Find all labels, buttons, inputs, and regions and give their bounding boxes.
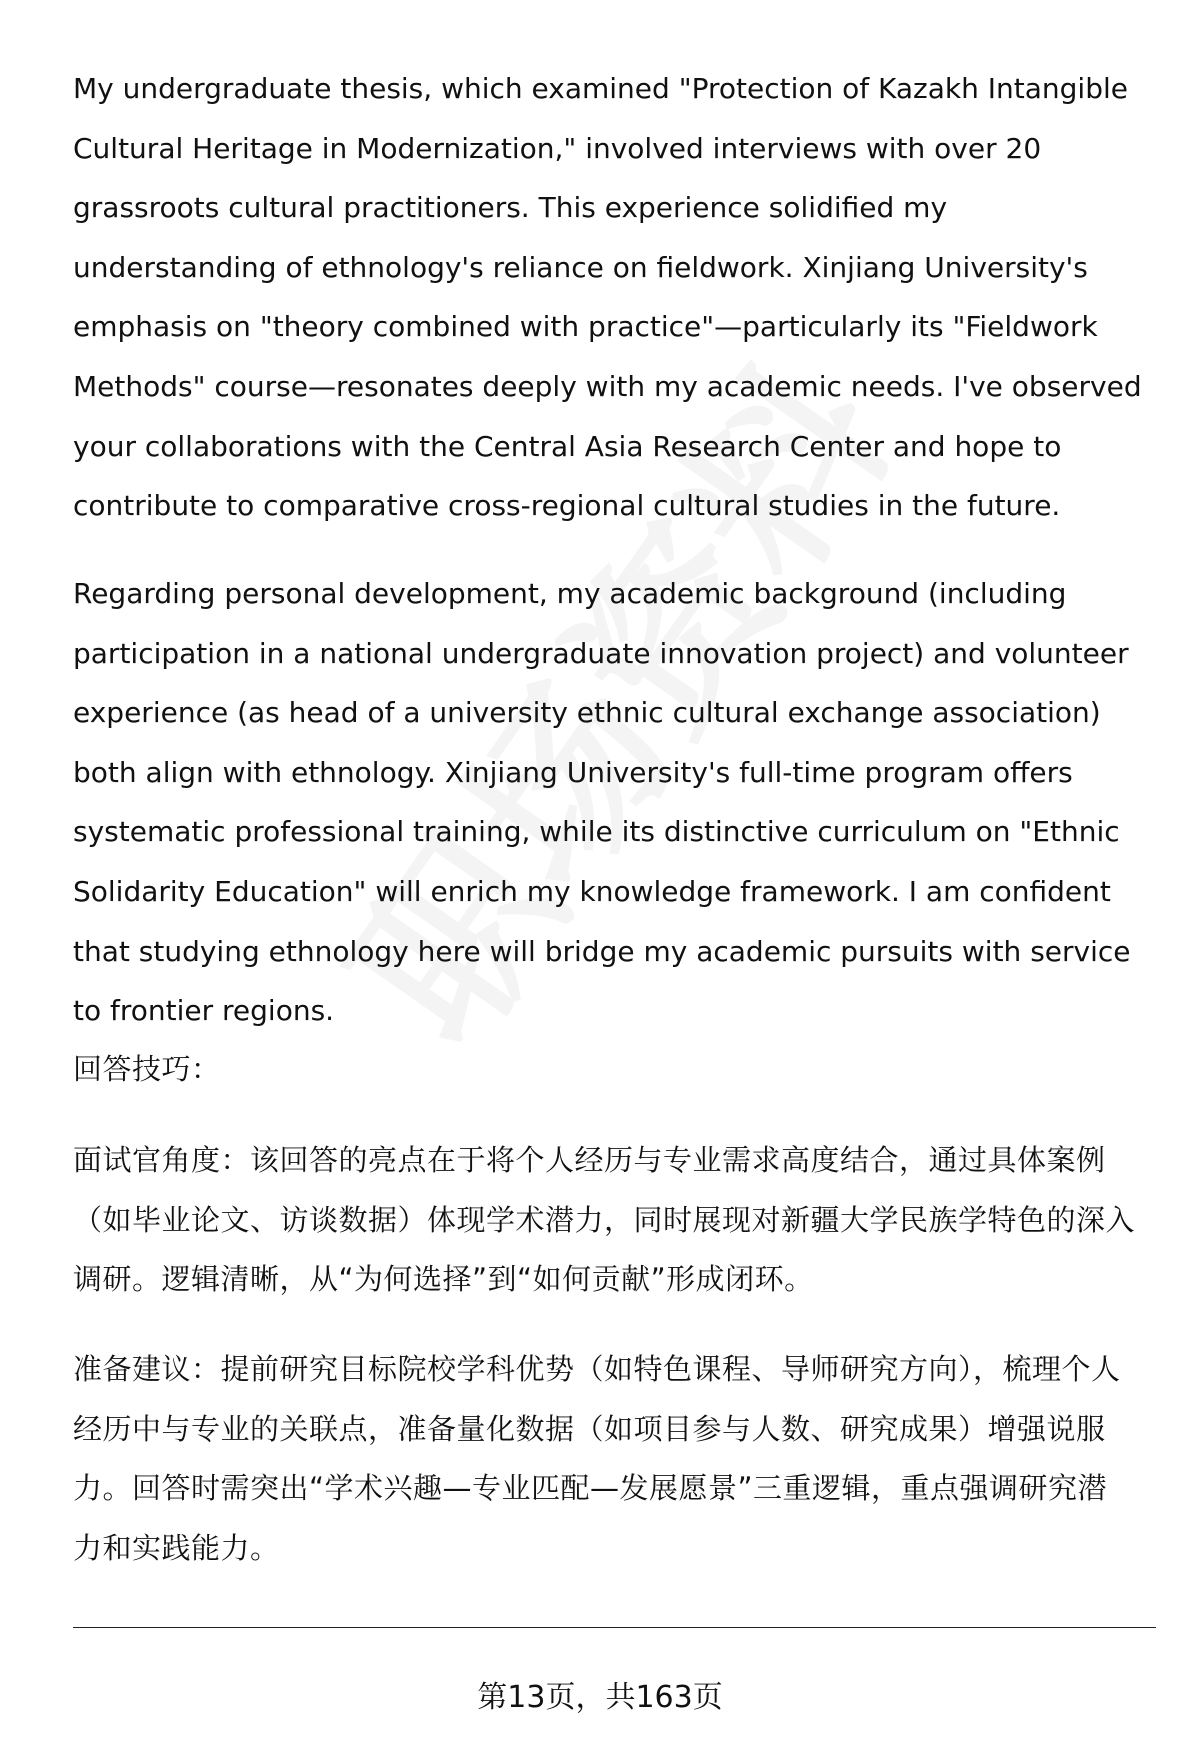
tips-heading (73, 1040, 1163, 1100)
paragraph-personal-development (73, 564, 1163, 1041)
text-line: Regarding personal development, my academic background (including (73, 577, 1067, 610)
text-line: that studying ethnology here will bridge my academic pursuits with service (73, 934, 1131, 968)
text-line: grassroots cultural practitioners. This experience solidified my (73, 191, 948, 225)
text-line: Methods" course—resonates deeply with my academic needs. I've observed (73, 369, 1142, 403)
heading-text: 回答技巧： (73, 1052, 221, 1086)
text-line: experience (as head of a university ethnic cultural exchange association) (73, 696, 1101, 730)
paragraph-thesis (73, 59, 1163, 536)
paragraph-preparation-advice (73, 1340, 1163, 1578)
text-line: your collaborations with the Central Asia Research Center and hope to (73, 429, 1062, 463)
text-line: contribute to comparative cross-regional cultural studies in the future. (73, 489, 1061, 523)
text-line: 力。回答时需突出“学术兴趣—专业匹配—发展愿景”三重逻辑，重点强调研究潜 (73, 1471, 1108, 1506)
text-line: My undergraduate thesis, which examined "Protection of Kazakh Intangible (73, 72, 1128, 105)
footer-divider (73, 1627, 1156, 1628)
text-line: 面试官角度：该回答的亮点在于将个人经历与专业需求高度结合，通过具体案例 (73, 1143, 1106, 1177)
text-line: emphasis on "theory combined with practice"—particularly its "Fieldwork (73, 310, 1098, 344)
text-line: 准备建议：提前研究目标院校学科优势（如特色课程、导师研究方向），梳理个人 (73, 1352, 1121, 1386)
text-line: 经历中与专业的关联点，准备量化数据（如项目参与人数、研究成果）增强说服 (73, 1411, 1106, 1446)
text-line: 调研。逻辑清晰，从“为何选择”到“如何贡献”形成闭环。 (73, 1262, 814, 1297)
text-line: Solidarity Education" will enrich my knowledge framework. I am confident (73, 874, 1111, 908)
page-number: 第13页，共163页 (477, 1680, 723, 1715)
text-line: （如毕业论文、访谈数据）体现学术潜力，同时展现对新疆大学民族学特色的深入 (73, 1202, 1136, 1237)
text-line: understanding of ethnology's reliance on fieldwork. Xinjiang University's (73, 250, 1088, 284)
text-line: participation in a national undergraduate innovation project) and volunteer (73, 636, 1129, 670)
text-line: Cultural Heritage in Modernization," involved interviews with over 20 (73, 131, 1042, 165)
paragraph-interviewer-view (73, 1131, 1163, 1310)
text-line: both align with ethnology. Xinjiang University's full-time program offers (73, 755, 1073, 789)
text-line: 力和实践能力。 (73, 1530, 280, 1565)
text-line: to frontier regions. (73, 994, 335, 1028)
text-line: systematic professional training, while its distinctive curriculum on "Ethnic (73, 815, 1120, 849)
